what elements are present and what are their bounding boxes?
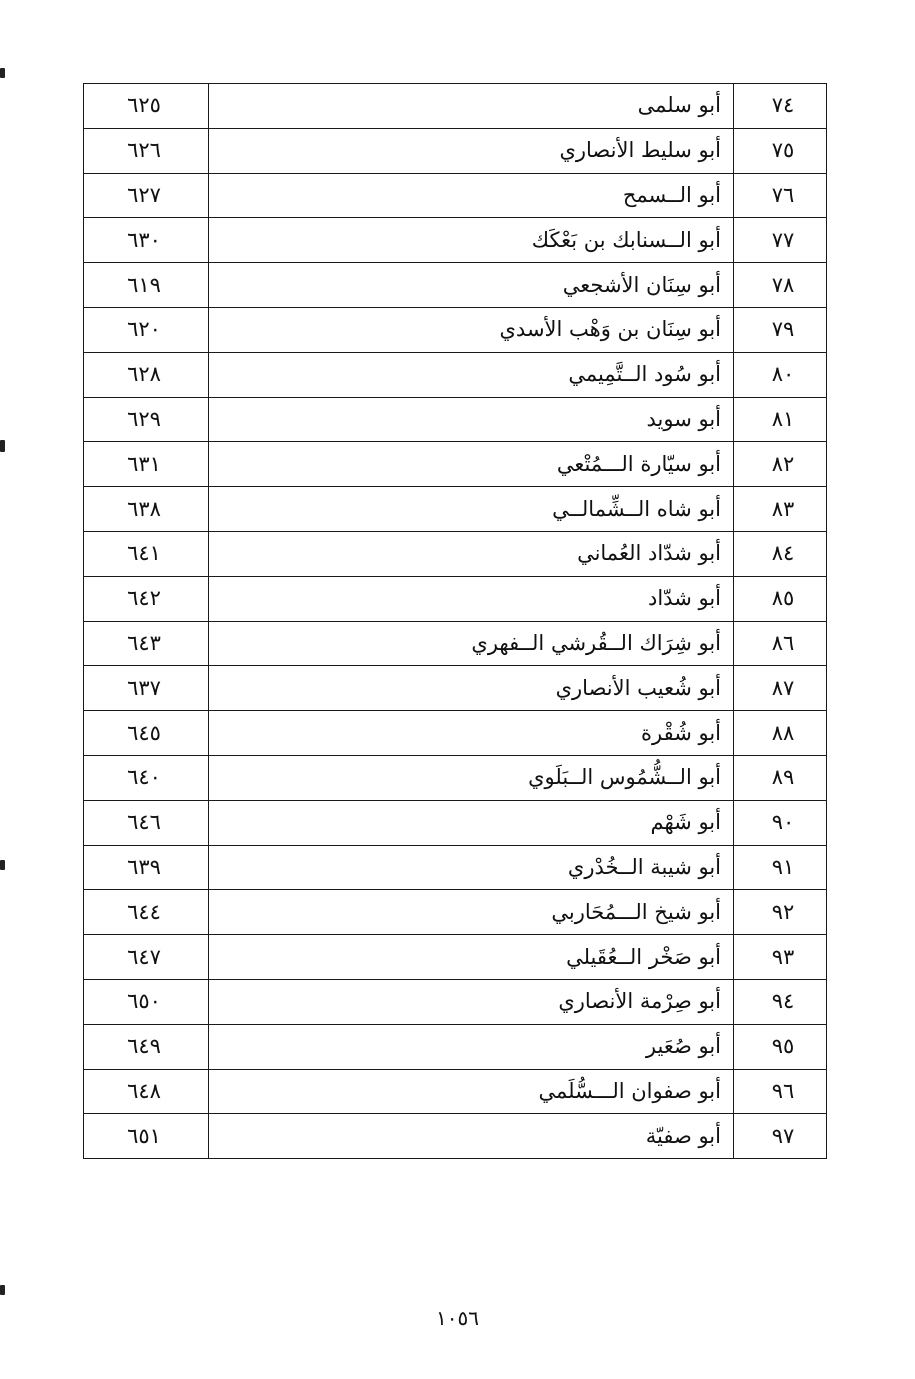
entry-number: ٨٠: [734, 352, 827, 397]
table-row: [84, 755, 827, 800]
entry-number: ٨٧: [734, 666, 827, 711]
entry-number: ٧٥: [734, 128, 827, 173]
entry-page-number: ٦١٩: [84, 263, 209, 308]
scan-mark: [0, 1285, 5, 1295]
entry-name: أبو شاه الــشِّمالــي: [209, 487, 734, 532]
entry-number: ٨٣: [734, 487, 827, 532]
entry-name: أبو سلمى: [209, 84, 734, 129]
entry-page-number: ٦٤١: [84, 531, 209, 576]
table-row: [84, 173, 827, 218]
entry-page-number: ٦٣٠: [84, 218, 209, 263]
entry-number: ٩٣: [734, 935, 827, 980]
entry-page-number: ٦٤٧: [84, 935, 209, 980]
table-row: [84, 576, 827, 621]
entry-number: ٩١: [734, 845, 827, 890]
table-row: [84, 84, 827, 129]
entry-page-number: ٦٤٥: [84, 711, 209, 756]
table-row: [84, 800, 827, 845]
entry-number: ٧٦: [734, 173, 827, 218]
table-row: [84, 397, 827, 442]
table-row: [84, 263, 827, 308]
entry-page-number: ٦٤٩: [84, 1024, 209, 1069]
table-row: [84, 128, 827, 173]
table-row: [84, 1024, 827, 1069]
entry-name: أبو صفيّة: [209, 1114, 734, 1159]
entry-page-number: ٦٢٨: [84, 352, 209, 397]
entry-number: ٩٧: [734, 1114, 827, 1159]
entry-number: ٨١: [734, 397, 827, 442]
entry-number: ٨٦: [734, 621, 827, 666]
table-row: [84, 890, 827, 935]
entry-page-number: ٦٤٤: [84, 890, 209, 935]
page-number: ١٠٥٦: [436, 1306, 479, 1330]
entry-name: أبو صُعَير: [209, 1024, 734, 1069]
entry-name: أبو شيبة الــخُدْري: [209, 845, 734, 890]
entry-name: أبو سُود الــتَّمِيمي: [209, 352, 734, 397]
table-row: [84, 531, 827, 576]
entry-name: أبو شدّاد العُماني: [209, 531, 734, 576]
entry-page-number: ٦٣١: [84, 442, 209, 487]
entry-number: ٩٦: [734, 1069, 827, 1114]
entry-name: أبو شَهْم: [209, 800, 734, 845]
entry-page-number: ٦٤٦: [84, 800, 209, 845]
entry-name: أبو سِنَان بن وَهْب الأسدي: [209, 307, 734, 352]
entry-page-number: ٦٥٠: [84, 979, 209, 1024]
scan-mark: [0, 860, 5, 870]
table-row: [84, 979, 827, 1024]
table-row: [84, 352, 827, 397]
table-row: [84, 307, 827, 352]
entry-number: ٧٤: [734, 84, 827, 129]
entry-number: ٩٤: [734, 979, 827, 1024]
entry-name: أبو الــشُّمُوس الــبَلَوي: [209, 755, 734, 800]
entry-page-number: ٦٣٨: [84, 487, 209, 532]
entry-page-number: ٦٢٠: [84, 307, 209, 352]
entry-name: أبو صِرْمة الأنصاري: [209, 979, 734, 1024]
table-row: [84, 935, 827, 980]
entry-page-number: ٦٤٣: [84, 621, 209, 666]
entry-name: أبو سِنَان الأشجعي: [209, 263, 734, 308]
entry-page-number: ٦٢٦: [84, 128, 209, 173]
entry-page-number: ٦٤٠: [84, 755, 209, 800]
entry-number: ٧٩: [734, 307, 827, 352]
entry-number: ٨٩: [734, 755, 827, 800]
entry-name: أبو شدّاد: [209, 576, 734, 621]
index-table: [83, 83, 827, 1159]
table-row: [84, 487, 827, 532]
table-row: [84, 442, 827, 487]
entry-page-number: ٦٤٨: [84, 1069, 209, 1114]
entry-number: ٩٠: [734, 800, 827, 845]
entry-number: ٨٥: [734, 576, 827, 621]
entry-number: ٩٥: [734, 1024, 827, 1069]
entry-name: أبو شيخ الـــمُحَاربي: [209, 890, 734, 935]
entry-page-number: ٦٣٧: [84, 666, 209, 711]
table-row: [84, 845, 827, 890]
entry-page-number: ٦٣٩: [84, 845, 209, 890]
entry-name: أبو شُقْرة: [209, 711, 734, 756]
entry-page-number: ٦٥١: [84, 1114, 209, 1159]
entry-page-number: ٦٢٧: [84, 173, 209, 218]
entry-number: ٧٧: [734, 218, 827, 263]
table-row: [84, 666, 827, 711]
entry-page-number: ٦٢٥: [84, 84, 209, 129]
table-row: [84, 621, 827, 666]
table-row: [84, 711, 827, 756]
table-row: [84, 1069, 827, 1114]
entry-name: أبو سويد: [209, 397, 734, 442]
scan-mark: [0, 440, 5, 452]
entry-name: أبو سيّارة الـــمُتْعي: [209, 442, 734, 487]
table-row: [84, 218, 827, 263]
entry-page-number: ٦٤٢: [84, 576, 209, 621]
entry-name: أبو شُعيب الأنصاري: [209, 666, 734, 711]
entry-name: أبو سليط الأنصاري: [209, 128, 734, 173]
table-row: [84, 1114, 827, 1159]
entry-name: أبو صفوان الـــسُّلَمي: [209, 1069, 734, 1114]
entry-number: ٨٤: [734, 531, 827, 576]
entry-name: أبو الــسنابك بن بَعْكَك: [209, 218, 734, 263]
index-table-body: [84, 84, 827, 1159]
entry-number: ٨٨: [734, 711, 827, 756]
entry-number: ٩٢: [734, 890, 827, 935]
scan-mark: [0, 68, 5, 78]
entry-number: ٨٢: [734, 442, 827, 487]
entry-name: أبو الــسمح: [209, 173, 734, 218]
entry-name: أبو شِرَاك الــقُرشي الــفهري: [209, 621, 734, 666]
entry-page-number: ٦٢٩: [84, 397, 209, 442]
entry-name: أبو صَخْر الــعُقَيلي: [209, 935, 734, 980]
entry-number: ٧٨: [734, 263, 827, 308]
